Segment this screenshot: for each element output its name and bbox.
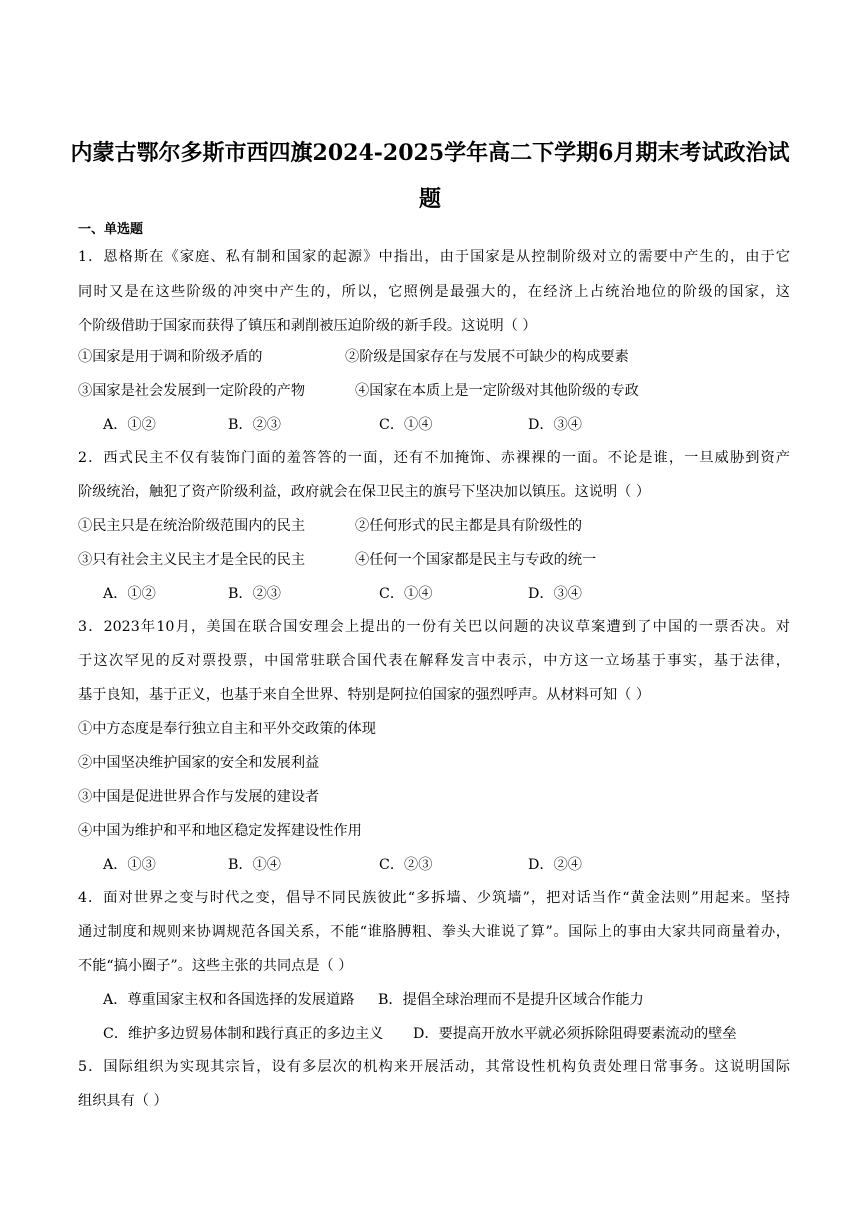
q1-statement-4: ④国家在本质上是一定阶级对其他阶级的专政 [355,383,639,399]
q2-option-a[interactable]: A．①② [103,586,156,602]
question-3-line-2: 于这次罕见的反对票投票，中国常驻联合国代表在解释发言中表示，中方这一立场基于事实，基于法律， [78,653,790,669]
q1-option-c[interactable]: C．①④ [379,417,433,433]
title-line-1: 内蒙古鄂尔多斯市西四旗2024-2025学年高二下学期6月期末考试政治试 [70,140,790,166]
question-4-line-3: 不能“搞小圈子”。这些主张的共同点是（ ） [78,958,353,974]
question-3-line-1: 3．2023年10月，美国在联合国安理会上提出的一份有关巴以问题的决议草案遭到了中国的一票否决。对 [78,619,790,635]
q4-option-c[interactable]: C．维护多边贸易体制和践行真正的多边主义 [103,1026,384,1042]
question-3-line-3: 基于良知，基于正义，也基于来自全世界、特别是阿拉伯国家的强烈呼声。从材料可知（ ） [78,687,651,703]
q3-option-d[interactable]: D．②④ [528,857,582,873]
q3-option-c[interactable]: C．②③ [379,857,433,873]
q1-option-d[interactable]: D．③④ [528,417,582,433]
question-1-line-2: 同时又是在这些阶级的冲突中产生的，所以，它照例是最强大的，在经济上占统治地位的阶级的国家，这 [78,284,790,300]
question-1-line-3: 个阶级借助于国家而获得了镇压和剥削被压迫阶级的新手段。这说明（ ） [78,318,537,334]
q2-option-b[interactable]: B．②③ [228,586,281,602]
q2-statement-3: ③只有社会主义民主才是全民的民主 [78,552,306,568]
q2-statement-2: ②任何形式的民主都是具有阶级性的 [355,518,583,534]
q3-option-a[interactable]: A．①③ [103,857,156,873]
q1-option-a[interactable]: A．①② [103,417,156,433]
q4-option-b[interactable]: B．提倡全球治理而不是提升区域合作能力 [378,992,644,1008]
q4-option-d[interactable]: D．要提高开放水平就必须拆除阻碍要素流动的壁垒 [413,1026,737,1042]
question-4-line-2: 通过制度和规则来协调规范各国关系，不能“谁胳膊粗、拳头大谁说了算”。国际上的事由大家共同商量着办， [78,924,790,940]
question-2-line-2: 阶级统治，触犯了资产阶级利益，政府就会在保卫民主的旗号下坚决加以镇压。这说明（ ） [78,484,651,500]
q3-statement-2: ②中国坚决维护国家的安全和发展利益 [78,755,320,771]
question-5-line-2: 组织具有（ ） [78,1093,168,1109]
title-line-2: 题 [418,186,441,212]
question-5-line-1: 5．国际组织为实现其宗旨，设有多层次的机构来开展活动，其常设性机构负责处理日常事务。这说明国际 [78,1059,790,1075]
q1-statement-1: ①国家是用于调和阶级矛盾的 [78,349,263,365]
q3-statement-3: ③中国是促进世界合作与发展的建设者 [78,789,320,805]
q1-statement-2: ②阶级是国家存在与发展不可缺少的构成要素 [345,349,629,365]
q3-statement-1: ①中方态度是奉行独立自主和平外交政策的体现 [78,721,376,737]
q2-option-c[interactable]: C．①④ [379,586,433,602]
question-1-line-1: 1．恩格斯在《家庭、私有制和国家的起源》中指出，由于国家是从控制阶级对立的需要中产生的，由于它 [78,249,790,265]
q3-statement-4: ④中国为维护和平和地区稳定发挥建设性作用 [78,823,362,839]
q2-statement-1: ①民主只是在统治阶级范围内的民主 [78,518,306,534]
page-title [60,130,800,222]
q1-statement-3: ③国家是社会发展到一定阶段的产物 [78,383,306,399]
q3-option-b[interactable]: B．①④ [228,857,281,873]
question-2-line-1: 2．西式民主不仅有装饰门面的羞答答的一面，还有不加掩饰、赤裸裸的一面。不论是谁，一旦威胁到资产 [78,450,790,466]
q1-option-b[interactable]: B．②③ [228,417,281,433]
q4-option-a[interactable]: A．尊重国家主权和各国选择的发展道路 [103,992,355,1008]
section-heading: 一、单选题 [78,222,144,237]
question-4-line-1: 4．面对世界之变与时代之变，倡导不同民族彼此“多拆墙、少筑墙”，把对话当作“黄金法则”用起来。坚持 [78,890,790,906]
q2-option-d[interactable]: D．③④ [528,586,582,602]
q2-statement-4: ④任何一个国家都是民主与专政的统一 [355,552,597,568]
